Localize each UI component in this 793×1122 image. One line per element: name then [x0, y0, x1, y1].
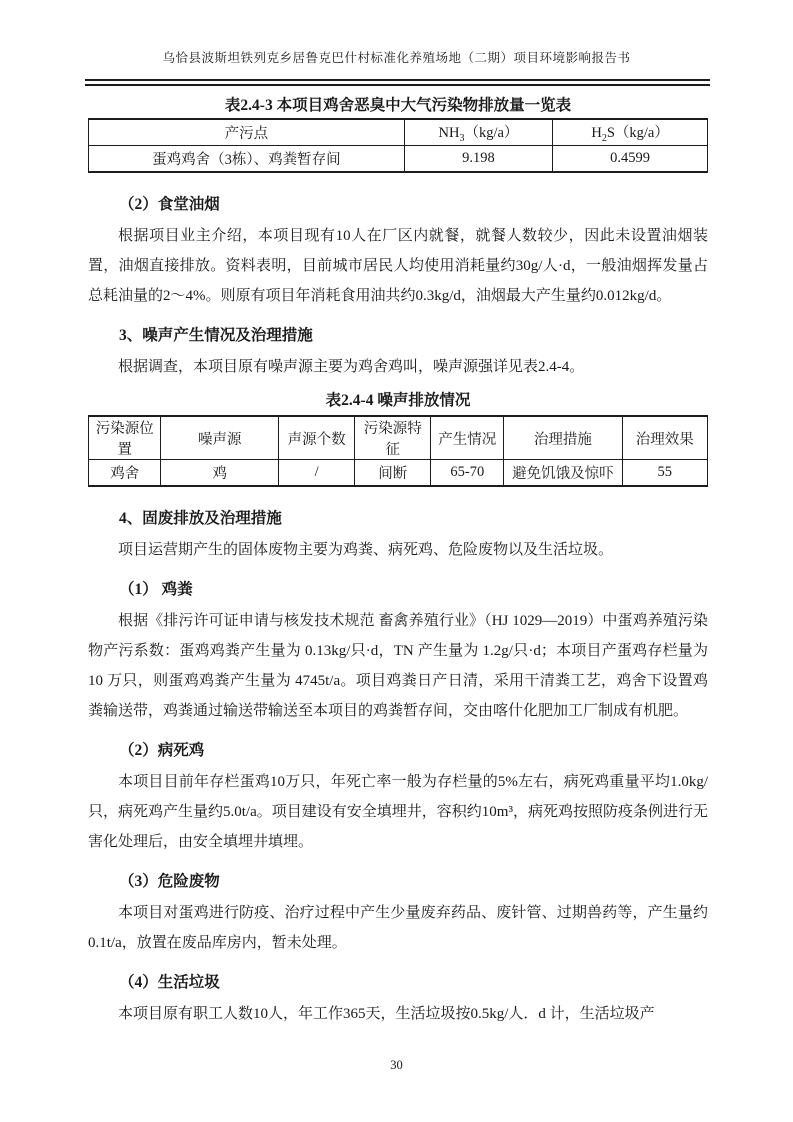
- table-noise-header-row: [89, 416, 708, 460]
- paragraph-manure: 根据《排污许可证申请与核发技术规范 畜禽养殖行业》（HJ 1029—2019）中蛋鸡养殖污染物产污系数：蛋鸡鸡粪产生量为 0.13kg/只·d，TN 产生量为 1.2g/只·d；本项目产蛋鸡存栏量为 10 万只，则蛋鸡鸡粪产生量为 4745t/a。项目鸡粪日产日清，采用干清粪工艺，鸡舍下设置鸡粪输送带，鸡粪通过输送带输送至本项目的鸡粪暂存间，交由喀什化肥加工厂制成有机肥。: [88, 613, 708, 719]
- odor-col-nh3: $NH_3(kg/a)$: [404, 119, 553, 146]
- odor-cell-nh3: 9.198: [404, 146, 553, 173]
- noise-cell-effect: 55: [622, 460, 707, 487]
- report-header-title: 乌恰县波斯坦铁列克乡居鲁克巴什村标准化养殖场地（二期）项目环境影响报告书: [162, 51, 631, 65]
- noise-cell-character: 间断: [355, 460, 431, 487]
- paragraph-domestic-garbage: 本项目原有职工人数10人，年工作365天，生活垃圾按0.5kg/人．d 计，生活垃圾产: [118, 1006, 655, 1022]
- heading-domestic-garbage: （4）生活垃圾: [119, 974, 220, 991]
- paragraph-solid-waste: 项目运营期产生的固体废物主要为鸡粪、病死鸡、危险废物以及生活垃圾。: [118, 542, 614, 558]
- table-odor-emissions: [88, 118, 708, 173]
- table-odor-title: 表2.4-3 本项目鸡舍恶臭中大气污染物排放量一览表: [224, 97, 572, 114]
- page-content: [88, 93, 708, 1029]
- paragraph-canteen-smoke: 根据项目业主介绍，本项目现有10人在厂区内就餐，就餐人数较少，因此未设置油烟装置，油烟直接排放。资料表明，目前城市居民人均使用消耗量约30g/人·d，一般油烟挥发量占总耗油量的2～4%。则原有项目年消耗食用油共约0.3kg/d，油烟最大产生量约0.012kg/d。: [88, 228, 708, 304]
- table-odor-header-row: [89, 119, 708, 146]
- noise-col-count: 声源个数: [279, 416, 355, 460]
- table-noise-emissions: [88, 415, 708, 487]
- header-double-rule: [85, 79, 710, 86]
- noise-cell-generation: 65-70: [431, 460, 504, 487]
- noise-col-source: 噪声源: [161, 416, 279, 460]
- heading-dead-chicken: （2）病死鸡: [119, 742, 205, 759]
- noise-cell-measures: 避免饥饿及惊吓: [504, 460, 622, 487]
- heading-solid-waste: 4、固废排放及治理措施: [119, 510, 282, 527]
- paragraph-noise: 根据调查，本项目原有噪声源主要为鸡舍鸡叫，噪声源强详见表2.4-4。: [118, 359, 585, 375]
- heading-canteen-smoke: （2）食堂油烟: [119, 196, 220, 213]
- table-noise-title: 表2.4-4 噪声排放情况: [325, 392, 471, 409]
- noise-col-generation: 产生情况: [431, 416, 504, 460]
- paragraph-hazardous-waste: 本项目对蛋鸡进行防疫、治疗过程中产生少量废弃药品、废针管、过期兽药等，产生量约 0.1t/a，放置在废品库房内，暂未处理。: [88, 905, 708, 951]
- odor-col-source: 产污点: [89, 119, 405, 146]
- heading-noise-section: 3、噪声产生情况及治理措施: [119, 327, 313, 344]
- noise-cell-location: 鸡舍: [89, 460, 161, 487]
- paragraph-dead-chicken: 本项目目前年存栏蛋鸡10万只，年死亡率一般为存栏量的5%左右，病死鸡重量平均1.0kg/只，病死鸡产生量约5.0t/a。项目建设有安全填埋井，容积约10m³，病死鸡按照防疫条例进行无害化处理后，由安全填埋井填埋。: [88, 774, 708, 850]
- noise-col-location: 污染源位置: [89, 416, 161, 460]
- heading-manure: （1） 鸡粪: [119, 581, 193, 598]
- noise-cell-count: /: [279, 460, 355, 487]
- odor-cell-source: 蛋鸡鸡舍（3栋）、鸡粪暂存间: [89, 146, 405, 173]
- page-number: 30: [390, 1058, 403, 1072]
- odor-col-h2s: $H_2S(kg/a)$: [553, 119, 708, 146]
- noise-col-effect: 治理效果: [622, 416, 707, 460]
- noise-cell-source: 鸡: [161, 460, 279, 487]
- noise-col-character: 污染源特征: [355, 416, 431, 460]
- heading-hazardous-waste: （3）危险废物: [119, 873, 220, 890]
- table-noise-data-row: [89, 460, 708, 487]
- odor-cell-h2s: 0.4599: [553, 146, 708, 173]
- noise-col-measures: 治理措施: [504, 416, 622, 460]
- table-odor-data-row: [89, 146, 708, 173]
